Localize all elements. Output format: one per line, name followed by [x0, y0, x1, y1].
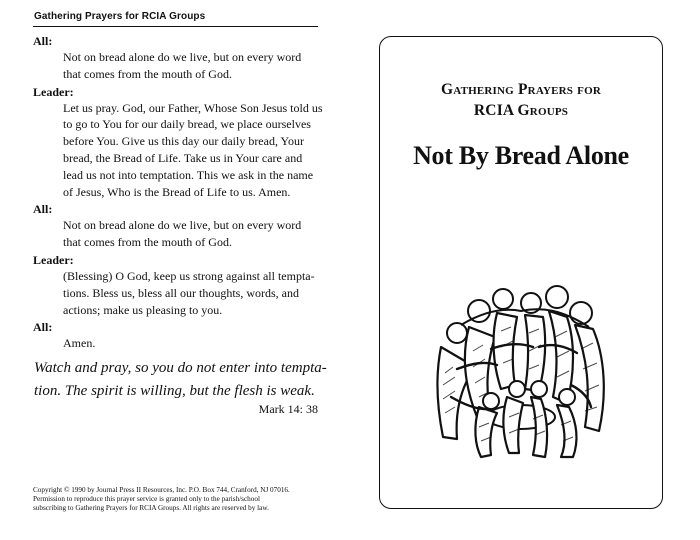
dialog-line: Let us pray. God, our Father, Whose Son Jesus told us: [63, 100, 323, 115]
dialog-line: lead us not into temptation. This we ask in the name: [63, 167, 314, 182]
dialog-line: before You. Give us this day our daily bread, Your: [63, 134, 304, 149]
header-rule: [33, 26, 318, 27]
circle-of-people-illustration: [421, 277, 617, 467]
dialog-line: to go to You for our daily bread, we place ourselves: [63, 117, 311, 132]
scripture-citation: Mark 14: 38: [258, 402, 318, 416]
prayer-dialog: [33, 34, 333, 352]
dialog-line: Not on bread alone do we live, but on every word: [63, 50, 302, 64]
cover-title: Not By Bread Alone: [413, 141, 629, 170]
dialog-block: [33, 34, 333, 83]
copyright-line: Permission to reproduce this prayer service is granted only to the parish/school: [33, 495, 260, 504]
speaker-label: All:: [33, 320, 53, 335]
copyright-line: subscribing to Gathering Prayers for RCIA Groups. All rights are reserved by law.: [33, 504, 269, 513]
copyright-notice: [33, 486, 333, 514]
quote-line: Watch and pray, so you do not enter into tempta-: [34, 360, 327, 376]
dialog-line: (Blessing) O God, keep us strong against all tempta-: [63, 268, 315, 283]
dialog-line: of Jesus, Who is the Bread of Life to us. Amen.: [63, 184, 291, 199]
speaker-label: All:: [33, 202, 53, 217]
dialog-block: [33, 85, 333, 201]
dialog-line: tions. Bless us, bless all our thoughts, words, and: [63, 285, 299, 300]
quote-line: tion. The spirit is willing, but the flesh is weak.: [34, 383, 315, 399]
cover-panel: [379, 36, 663, 509]
speaker-label: Leader:: [33, 84, 74, 99]
dialog-block: [33, 202, 333, 251]
series-title-line: Gathering Prayers for: [441, 81, 601, 98]
speaker-label: Leader:: [33, 252, 74, 267]
dialog-line: that comes from the mouth of God.: [63, 235, 232, 250]
dialog-line: Not on bread alone do we live, but on every word: [63, 218, 302, 233]
scripture-quote: [34, 357, 327, 403]
copyright-line: Copyright © 1990 by Journal Press II Resources, Inc. P.O. Box 744, Cranford, NJ 07016.: [33, 486, 290, 494]
series-title-line: RCIA Groups: [473, 102, 569, 119]
dialog-line: that comes from the mouth of God.: [63, 66, 232, 81]
dialog-line: actions; make us pleasing to you.: [63, 302, 223, 317]
dialog-block: [33, 253, 333, 318]
speaker-label: All:: [33, 34, 53, 48]
dialog-line: Amen.: [63, 336, 96, 351]
dialog-line: bread, the Bread of Life. Take us in Your care and: [63, 150, 303, 165]
dialog-block: [33, 320, 333, 352]
running-head: Gathering Prayers for RCIA Groups: [34, 11, 206, 22]
series-title: [380, 79, 662, 121]
